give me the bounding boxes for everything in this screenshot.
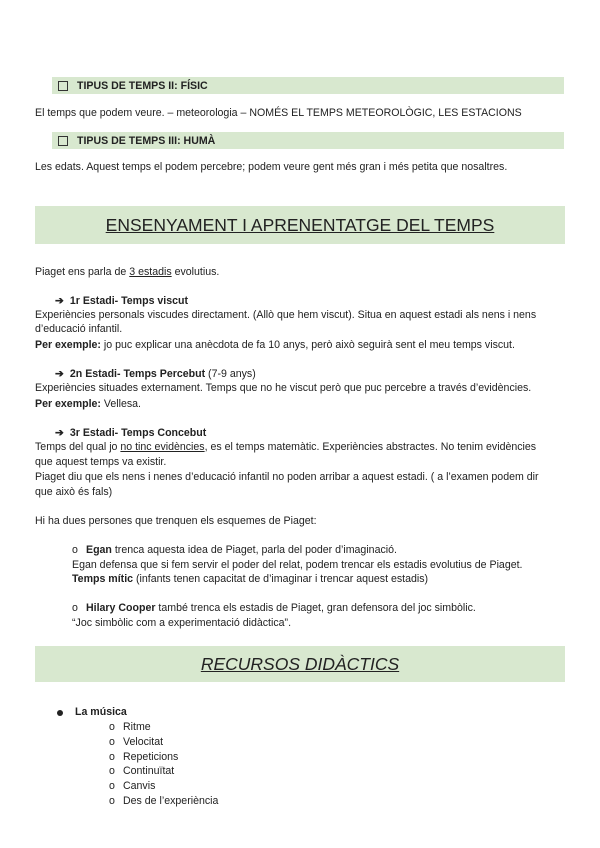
recursos-item-label: Continuïtat xyxy=(123,765,175,778)
stage3-line1 xyxy=(35,440,575,454)
recursos-list-item xyxy=(109,794,600,808)
example-label: Per exemple: xyxy=(35,398,101,410)
heading-fisic: TIPUS DE TEMPS II: FÍSIC xyxy=(77,79,208,92)
huma-text: Les edats. Aquest temps el podem percebre; podem veure gent més gran i més petita que nosaltres. xyxy=(35,161,508,173)
temps-mitic-text: (infants tenen capacitat de d’imaginar i trencar aquest estadis) xyxy=(133,573,429,585)
stage1-heading-line xyxy=(35,294,575,308)
section-title-recursos: RECURSOS DIDÀCTICS xyxy=(200,653,400,674)
cooper-line1 xyxy=(72,601,600,615)
recursos-list-item xyxy=(109,750,600,764)
bullet-dot-icon xyxy=(57,710,63,716)
stage1-heading: 1r Estadi- Temps viscut xyxy=(69,295,189,307)
stage2-age-range: (7-9 anys) xyxy=(205,368,256,380)
stage3-underlined: no tinc evidències xyxy=(120,441,205,453)
heading-huma: TIPUS DE TEMPS III: HUMÀ xyxy=(77,134,216,147)
fisic-text: El temps que podem veure. – meteorologia – NOMÉS EL TEMPS METEOROLÒGIC, LES ESTACIONS xyxy=(35,107,522,119)
stage2-line1: Experiències situades externament. Temps que no he viscut però que puc percebre a través d’evidències. xyxy=(35,382,532,394)
example-label: Per exemple: xyxy=(35,339,101,351)
sub-bullet-marker: o xyxy=(72,544,78,556)
recursos-item-label: Velocitat xyxy=(123,735,164,748)
checkbox-square-icon xyxy=(58,136,68,146)
sub-bullet-marker: o xyxy=(109,721,115,733)
recursos-item-label: Repeticions xyxy=(123,750,179,763)
checkbox-square-icon xyxy=(58,81,68,91)
temps-mitic-term: Temps mític xyxy=(72,573,134,585)
egan-text: trenca aquesta idea de Piaget, parla del poder d’imaginació. xyxy=(111,544,397,556)
egan-line3 xyxy=(72,572,600,586)
stage3-text-end: , es el temps matemàtic. Experiències abstractes. No tenim evidències xyxy=(204,441,537,453)
cooper-line2: “Joc simbòlic com a experimentació didàctica”. xyxy=(72,617,292,629)
sub-bullet-marker: o xyxy=(109,750,115,763)
arrow-right-icon: ➔ xyxy=(55,427,64,439)
arrow-right-icon: ➔ xyxy=(55,368,64,380)
recursos-list-item xyxy=(109,779,600,793)
egan-line1 xyxy=(72,543,600,557)
stage3-text: Temps del qual jo xyxy=(35,441,121,453)
musica-label: La música xyxy=(75,706,127,718)
section-band-recursos xyxy=(35,646,565,682)
stage3-line4: que això és fals) xyxy=(35,486,113,498)
heading-bar-fisic xyxy=(52,77,564,94)
stage2-heading: 2n Estadi- Temps Percebut xyxy=(69,368,206,380)
stage2-heading-line xyxy=(35,367,575,381)
egan-line2: Egan defensa que si fem servir el poder del relat, podem trencar els estadis evolutius de Piaget. xyxy=(72,559,523,571)
heading-bar-huma xyxy=(52,132,564,149)
example-text: Vellesa. xyxy=(100,398,142,410)
stage3-heading: 3r Estadi- Temps Concebut xyxy=(69,427,207,439)
intro-underlined: 3 estadis xyxy=(129,266,172,278)
recursos-list-item xyxy=(109,735,600,749)
stage3-heading-line xyxy=(35,426,575,440)
stage3-line3: Piaget diu que els nens i nenes d’educació infantil no poden arribar a aquest estadi. ( a l’examen podem dir xyxy=(35,471,539,483)
section-title-ensenyament: ENSENYAMENT I APRENENTATGE DEL TEMPS xyxy=(105,214,495,235)
recursos-item-label: Des de l’experiència xyxy=(123,795,219,807)
stage2-example xyxy=(35,397,575,411)
sub-bullet-marker: o xyxy=(72,602,78,614)
piaget-intro xyxy=(35,265,575,279)
egan-name: Egan xyxy=(86,544,112,556)
stage1-line1: Experiències personals viscudes directament. (Allò que hem viscut). Situa en aquest estadi als nens i nens xyxy=(35,309,537,321)
section-band-ensenyament xyxy=(35,206,565,244)
intro-text: Piaget ens parla de xyxy=(35,266,130,278)
breakers-intro: Hi ha dues persones que trenquen els esquemes de Piaget: xyxy=(35,515,317,527)
sub-bullet-marker: o xyxy=(109,735,115,748)
recursos-item-label: Canvis xyxy=(123,780,156,793)
example-text: jo puc explicar una anècdota de fa 10 anys, però això seguirà sent el meu temps viscut. xyxy=(100,339,515,351)
arrow-right-icon: ➔ xyxy=(55,295,64,307)
stage1-example xyxy=(35,338,575,352)
stage1-line2: d’educació infantil. xyxy=(35,323,123,335)
stage3-line2: que aquest temps va existir. xyxy=(35,456,167,468)
recursos-item-label: Ritme xyxy=(123,721,151,733)
sub-bullet-marker: o xyxy=(109,765,115,778)
sub-bullet-marker: o xyxy=(109,795,115,807)
sub-bullet-marker: o xyxy=(109,780,115,793)
cooper-name: Hilary Cooper xyxy=(86,602,156,614)
recursos-bullet xyxy=(75,705,600,719)
recursos-list-item xyxy=(109,720,600,734)
cooper-text: també trenca els estadis de Piaget, gran defensora del joc simbòlic. xyxy=(155,602,476,614)
intro-text-end: evolutius. xyxy=(171,266,220,278)
recursos-list-item xyxy=(109,764,600,778)
